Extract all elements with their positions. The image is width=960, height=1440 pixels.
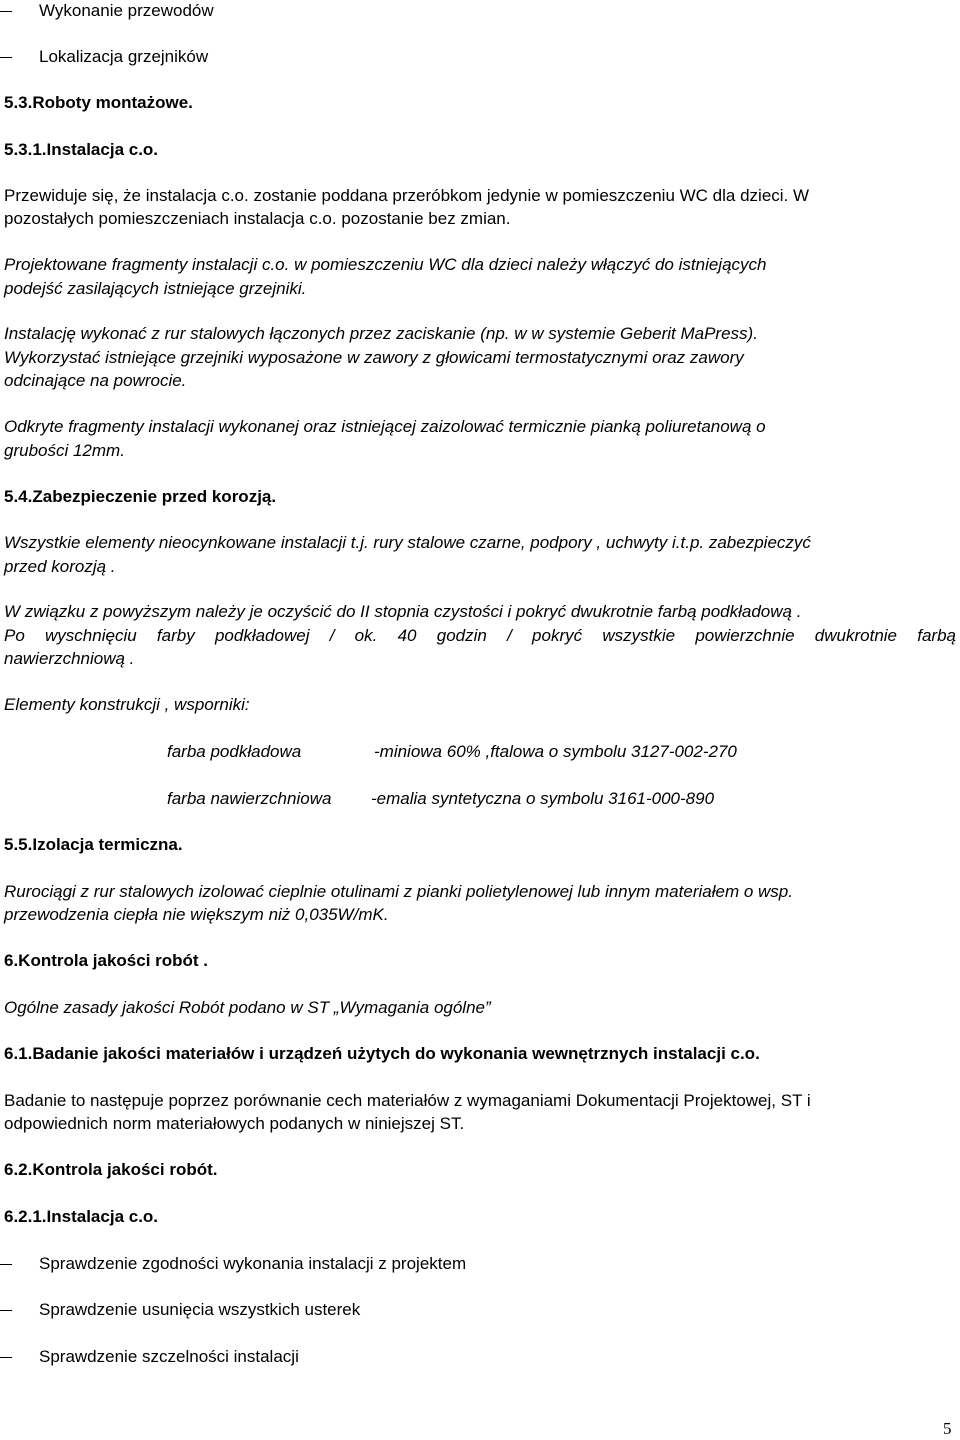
heading-6-2-1: 6.2.1.Instalacja c.o. xyxy=(4,1207,159,1226)
paragraph-line: Przewiduje się, że instalacja c.o. zostanie poddana przeróbkom jedynie w pomieszczeniu WC dla dzieci. W xyxy=(4,186,810,205)
paragraph-line: Wykorzystać istniejące grzejniki wyposażone w zawory z głowicami termostatycznymi oraz zawory xyxy=(4,348,744,367)
paragraph-line: podejść zasilających istniejące grzejniki. xyxy=(4,279,307,298)
paragraph-line: odcinające na powrocie. xyxy=(4,371,187,390)
heading-6-1: 6.1.Badanie jakości materiałów i urządzeń użytych do wykonania wewnętrznych instalacji c.o. xyxy=(4,1044,760,1063)
dash-bullet xyxy=(0,1357,12,1358)
paint-name: farba podkładowa xyxy=(167,742,302,761)
dash-bullet xyxy=(0,1264,12,1265)
paragraph-line: Rurociągi z rur stalowych izolować cieplnie otulinami z pianki polietylenowej lub innym materiałem o wsp. xyxy=(4,882,793,901)
dash-bullet xyxy=(0,1310,12,1311)
paragraph-line: pozostałych pomieszczeniach instalacja c.o. pozostanie bez zmian. xyxy=(4,209,511,228)
heading-6-2: 6.2.Kontrola jakości robót. xyxy=(4,1160,218,1179)
bullet-item: Sprawdzenie zgodności wykonania instalacji z projektem xyxy=(39,1254,467,1273)
bullet-item: Lokalizacja grzejników xyxy=(39,47,209,66)
paragraph-line: Projektowane fragmenty instalacji c.o. w pomieszczeniu WC dla dzieci należy włączyć do istniejących xyxy=(4,255,767,274)
paragraph-line: Instalację wykonać z rur stalowych łączonych przez zaciskanie (np. w w systemie Geberit MaPress). xyxy=(4,324,758,343)
paragraph-line: Wszystkie elementy nieocynkowane instalacji t.j. rury stalowe czarne, podpory , uchwyty i.t.p. zabezpieczyć xyxy=(4,533,811,552)
paint-spec: -emalia syntetyczna o symbolu 3161-000-890 xyxy=(371,789,715,808)
paragraph-line: grubości 12mm. xyxy=(4,441,125,460)
paint-name: farba nawierzchniowa xyxy=(167,789,332,808)
page-number: 5 xyxy=(943,1419,952,1438)
paint-spec: -miniowa 60% ,ftalowa o symbolu 3127-002-270 xyxy=(374,742,737,761)
paragraph-line: nawierzchniową . xyxy=(4,649,135,668)
paragraph-line: Odkryte fragmenty instalacji wykonanej oraz istniejącej zaizolować termicznie pianką poliuretanową o xyxy=(4,417,766,436)
dash-bullet xyxy=(0,11,12,12)
heading-6: 6.Kontrola jakości robót . xyxy=(4,951,209,970)
paragraph-line: Badanie to następuje poprzez porównanie cech materiałów z wymaganiami Dokumentacji Projektowej, ST i xyxy=(4,1091,811,1110)
paragraph-line: przewodzenia ciepła nie większym niż 0,035W/mK. xyxy=(4,905,389,924)
bullet-item: Sprawdzenie usunięcia wszystkich usterek xyxy=(39,1300,361,1319)
bullet-item: Sprawdzenie szczelności instalacji xyxy=(39,1347,299,1366)
heading-5-3: 5.3.Roboty montażowe. xyxy=(4,93,193,112)
heading-5-4: 5.4.Zabezpieczenie przed korozją. xyxy=(4,487,277,506)
dash-bullet xyxy=(0,57,12,58)
paragraph-line: Po wyschnięciu farby podkładowej / ok. 40 godzin / pokryć wszystkie powierzchnie dwukrotnie farbą xyxy=(4,626,956,645)
heading-5-5: 5.5.Izolacja termiczna. xyxy=(4,835,183,854)
paragraph-line: Ogólne zasady jakości Robót podano w ST „Wymagania ogólne” xyxy=(4,998,491,1017)
heading-5-3-1: 5.3.1.Instalacja c.o. xyxy=(4,140,159,159)
paragraph-line: odpowiednich norm materiałowych podanych w niniejszej ST. xyxy=(4,1114,465,1133)
paragraph-line: Elementy konstrukcji , wsporniki: xyxy=(4,695,250,714)
paragraph-line: przed korozją . xyxy=(4,557,116,576)
paragraph-line: W związku z powyższym należy je oczyścić do II stopnia czystości i pokryć dwukrotnie farbą podkładową . xyxy=(4,602,802,621)
bullet-item: Wykonanie przewodów xyxy=(39,1,214,20)
